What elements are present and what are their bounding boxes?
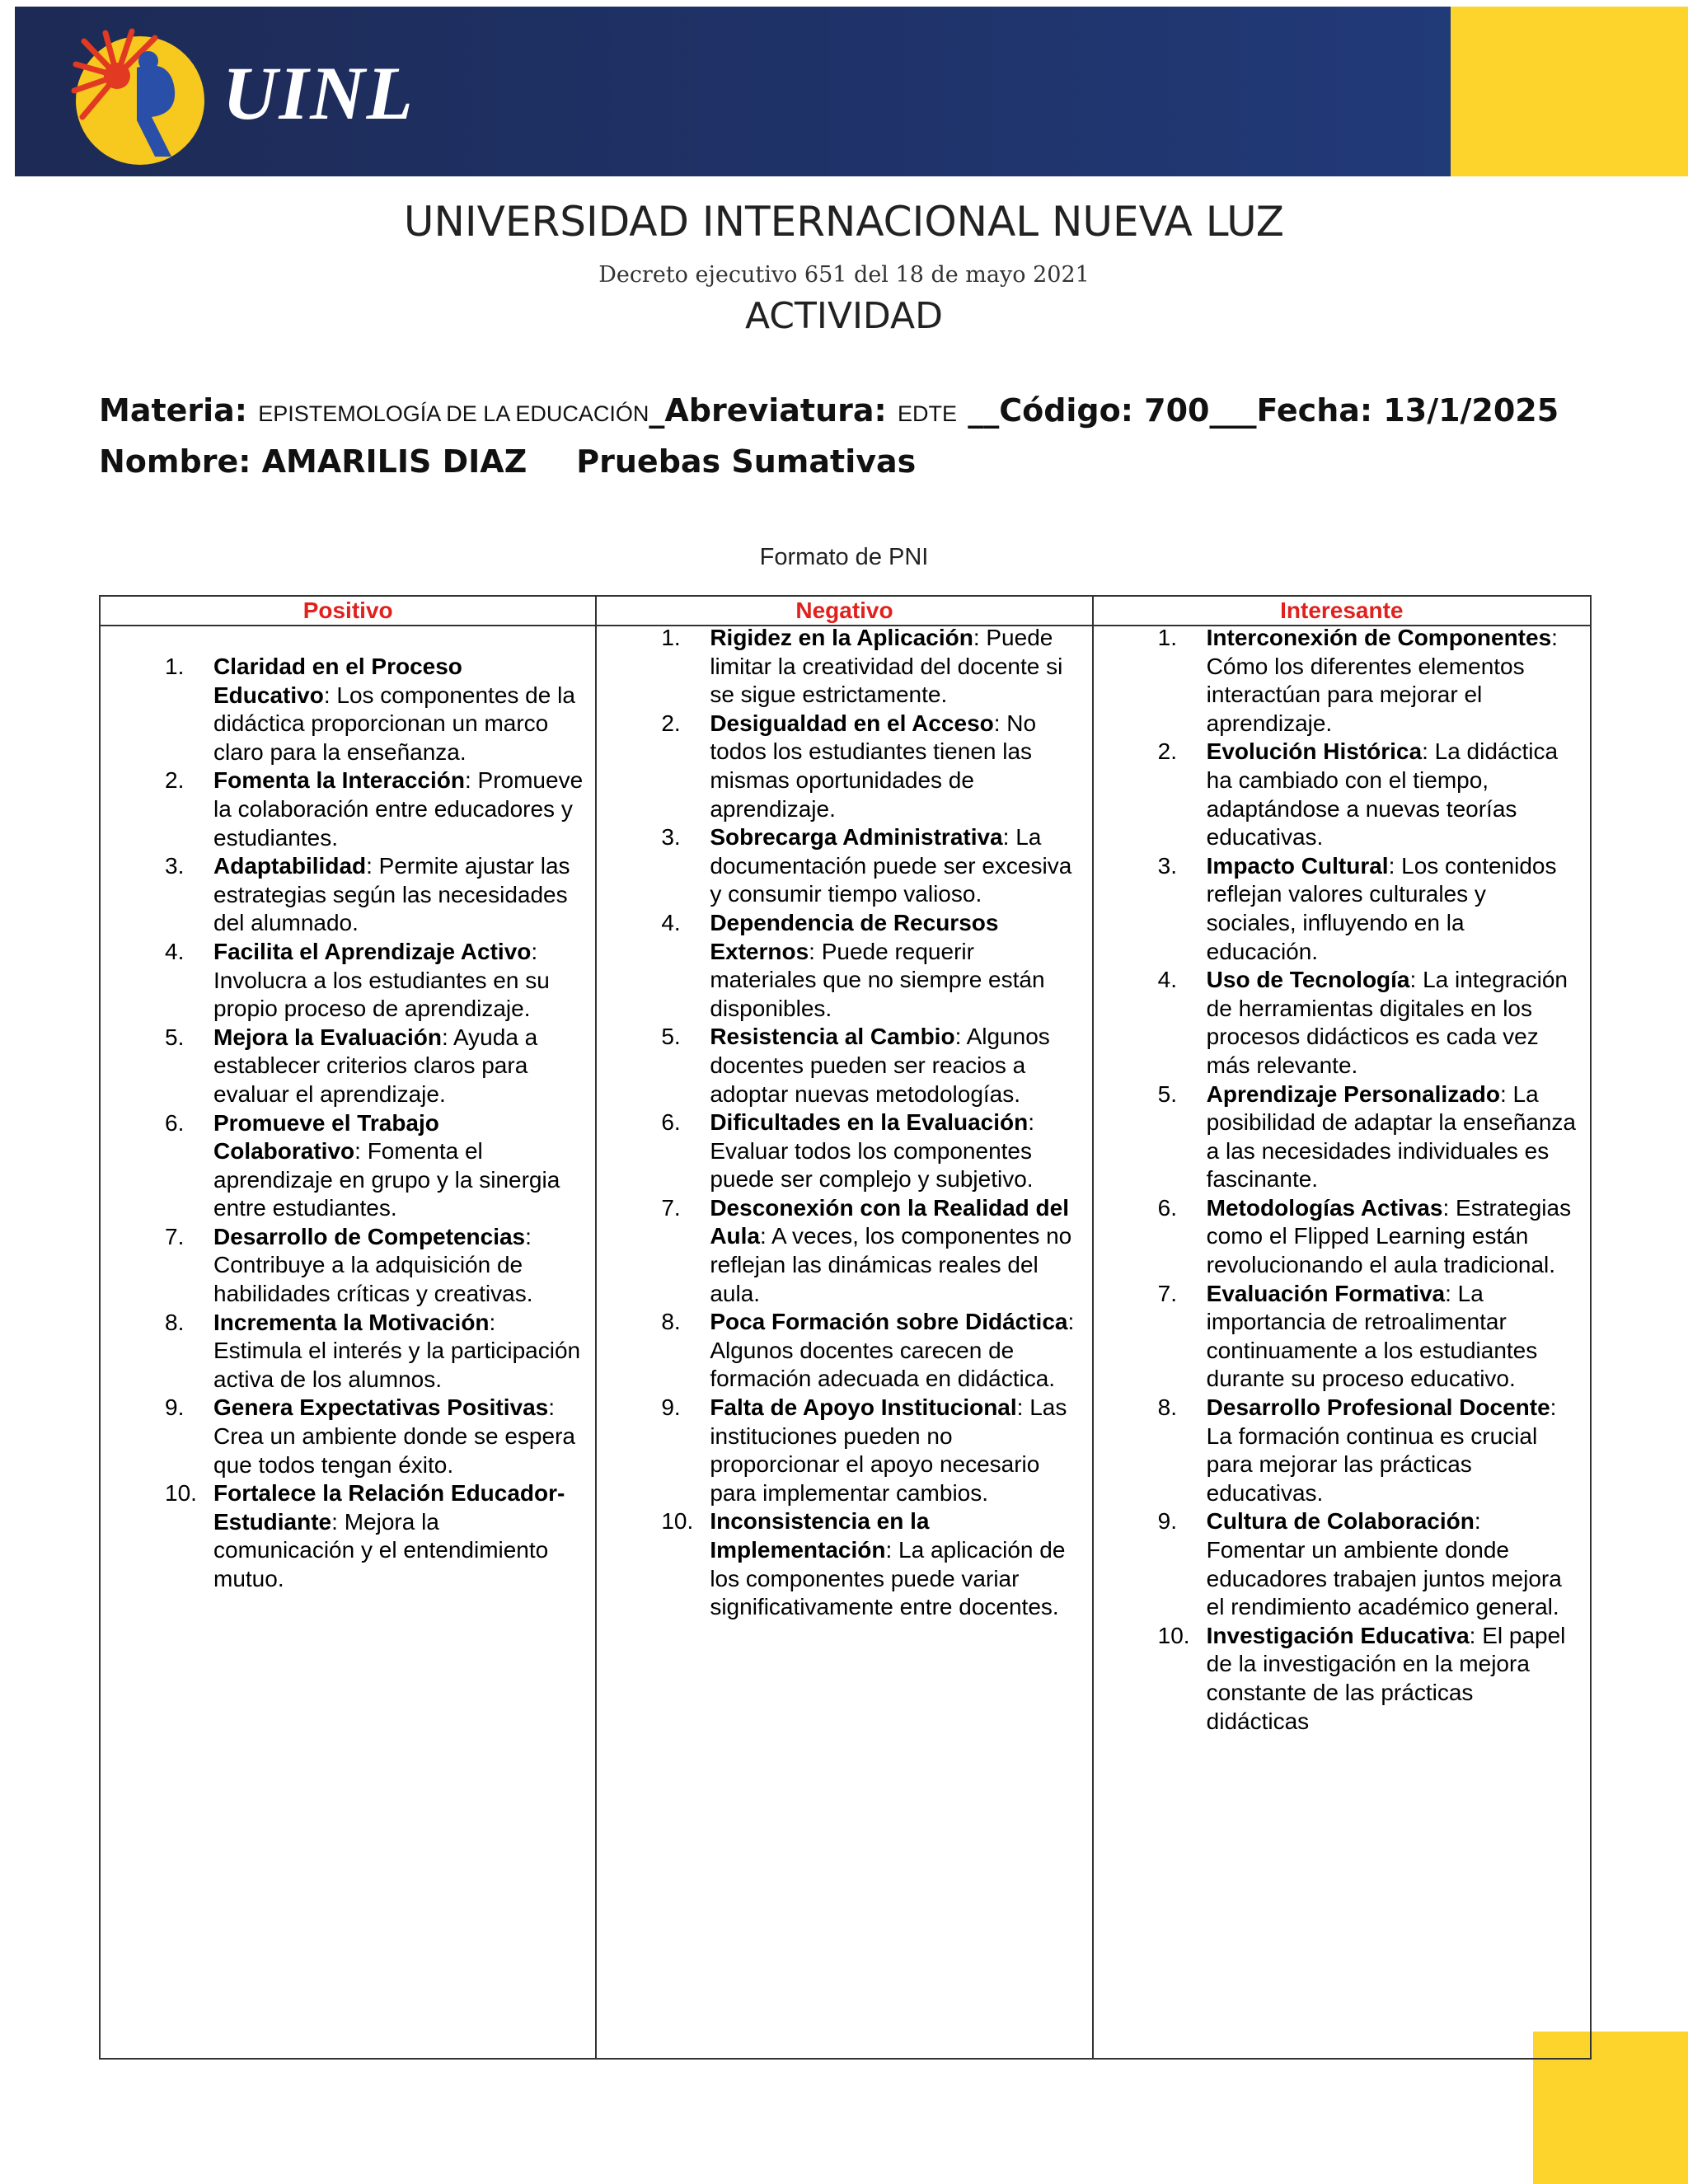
item-description: : Los componentes de la didáctica proporcionan un marco claro para la enseñanza. — [213, 682, 575, 765]
list-item — [1158, 738, 1578, 851]
item-number: 5. — [165, 1024, 185, 1050]
header-positivo: Positivo — [101, 597, 597, 626]
item-number: 7. — [165, 1223, 185, 1249]
abreviatura-label: _Abreviatura: — [649, 392, 898, 429]
item-description: : Estrategias como el Flipped Learning están revolucionando el aula tradicional. — [1206, 1194, 1572, 1278]
list-item — [165, 1479, 584, 1593]
accent-block-top — [1451, 7, 1688, 176]
header-negativo: Negativo — [597, 597, 1093, 626]
item-title: Desigualdad en el Acceso — [710, 710, 994, 736]
item-title: Fortalece la Relación Educador-Estudiante — [213, 1480, 565, 1535]
item-description: : Cómo los diferentes elementos interactúan para mejorar el aprendizaje. — [1206, 625, 1558, 736]
item-number: 7. — [1157, 1280, 1178, 1306]
list-item — [165, 766, 584, 852]
item-description: : Permite ajustar las estrategias según las necesidades del alumnado. — [213, 853, 570, 936]
list-item — [661, 1308, 1080, 1394]
item-number: 1. — [661, 625, 681, 650]
list-item — [1158, 1280, 1578, 1394]
materia-label: Materia: — [99, 392, 259, 429]
list-item — [661, 823, 1080, 909]
item-number: 9. — [165, 1394, 185, 1421]
item-title: Evolución Histórica — [1206, 738, 1423, 765]
materia-value: EPISTEMOLOGÍA DE LA EDUCACIÓN — [258, 401, 649, 426]
item-title: Incrementa la Motivación — [213, 1309, 490, 1335]
list-item — [1158, 1394, 1578, 1507]
logo-text: UINL — [223, 51, 415, 135]
column-negativo — [597, 626, 1093, 2058]
item-number: 5. — [1157, 1080, 1178, 1107]
item-title: Sobrecarga Administrativa — [710, 824, 1003, 851]
list-item — [1158, 1622, 1578, 1736]
item-number: 10. — [1157, 1622, 1190, 1648]
item-number: 3. — [165, 853, 185, 879]
item-description: : Las instituciones pueden no proporcionar el apoyo necesario para implementar cambios. — [710, 1394, 1067, 1506]
positivo-list — [165, 653, 584, 1594]
item-number: 2. — [165, 767, 185, 794]
item-number: 6. — [661, 1109, 681, 1136]
item-description: : No todos los estudiantes tienen las mismas oportunidades de aprendizaje. — [710, 710, 1037, 822]
item-title: Desarrollo de Competencias — [213, 1223, 526, 1249]
item-description: : Mejora la comunicación y el entendimiento mutuo. — [213, 1508, 549, 1591]
item-number: 8. — [165, 1309, 185, 1335]
list-item — [661, 1194, 1080, 1308]
item-number: 3. — [1157, 852, 1178, 879]
list-item — [661, 624, 1080, 710]
format-title: Formato de PNI — [759, 544, 929, 570]
subject-line — [99, 392, 1559, 429]
item-title: Claridad en el Proceso Educativo — [213, 654, 462, 708]
item-description: : Involucra a los estudiantes en su propio proceso de aprendizaje. — [213, 938, 550, 1022]
item-title: Metodologías Activas — [1206, 1194, 1443, 1221]
abreviatura-value: EDTE — [897, 401, 957, 426]
item-description: : Algunos docentes pueden ser reacios a adoptar nuevas metodologías. — [710, 1024, 1050, 1107]
item-title: Promueve el Trabajo Colaborativo — [213, 1109, 439, 1165]
item-number: 9. — [1157, 1508, 1178, 1535]
list-item — [661, 1394, 1080, 1507]
item-number: 8. — [1157, 1394, 1178, 1421]
list-item — [165, 653, 584, 766]
item-number: 1. — [165, 654, 185, 679]
item-number: 9. — [661, 1394, 681, 1421]
item-description: : La importancia de retroalimentar continuamente a los estudiantes durante su proceso educativo. — [1206, 1280, 1538, 1392]
item-number: 8. — [661, 1309, 681, 1335]
item-title: Genera Expectativas Positivas — [213, 1394, 549, 1421]
item-title: Desconexión con la Realidad del Aula — [710, 1194, 1070, 1249]
list-item — [165, 938, 584, 1024]
list-item — [661, 710, 1080, 823]
list-item — [1158, 1080, 1578, 1194]
item-description: : La integración de herramientas digitales en los procesos didácticos es cada vez más relevante. — [1206, 967, 1568, 1078]
item-number: 4. — [661, 909, 681, 935]
item-number: 7. — [661, 1194, 681, 1221]
list-item — [1158, 1194, 1578, 1280]
item-description: : Crea un ambiente donde se espera que todos tengan éxito. — [213, 1394, 575, 1478]
item-title: Investigación Educativa — [1206, 1622, 1470, 1648]
item-title: Desarrollo Profesional Docente — [1206, 1394, 1550, 1421]
list-item — [165, 1109, 584, 1223]
interesante-list — [1158, 624, 1578, 1736]
item-title: Poca Formación sobre Didáctica — [710, 1309, 1068, 1335]
item-title: Evaluación Formativa — [1206, 1280, 1446, 1306]
item-description: : Puede requerir materiales que no siempre están disponibles. — [710, 938, 1045, 1021]
item-description: : El papel de la investigación en la mejora constante de las prácticas didácticas — [1206, 1622, 1566, 1734]
list-item — [165, 1024, 584, 1109]
list-item — [661, 1507, 1080, 1621]
header-interesante: Interesante — [1094, 597, 1590, 626]
item-description: : Evaluar todos los componentes puede ser complejo y subjetivo. — [710, 1109, 1035, 1193]
list-item — [165, 852, 584, 938]
list-item — [1158, 852, 1578, 966]
list-item — [1158, 1507, 1578, 1621]
list-item — [165, 1223, 584, 1309]
item-description: : Fomenta el aprendizaje en grupo y la sinergia entre estudiantes. — [213, 1138, 560, 1221]
item-title: Facilita el Aprendizaje Activo — [213, 938, 532, 964]
item-description: : A veces, los componentes no reflejan las dinámicas reales del aula. — [710, 1223, 1072, 1306]
item-number: 10. — [165, 1480, 197, 1507]
evaluation-type: Pruebas Sumativas — [576, 443, 917, 480]
list-item — [661, 909, 1080, 1023]
student-name: Nombre: AMARILIS DIAZ — [99, 443, 528, 480]
item-number: 2. — [1157, 738, 1178, 765]
item-description: : Ayuda a establecer criterios claros para evaluar el aprendizaje. — [213, 1024, 538, 1107]
item-title: Falta de Apoyo Institucional — [710, 1394, 1017, 1421]
item-description: : La documentación puede ser excesiva y consumir tiempo valioso. — [710, 824, 1072, 907]
list-item — [1158, 966, 1578, 1080]
item-title: Resistencia al Cambio — [710, 1024, 955, 1050]
item-title: Impacto Cultural — [1206, 852, 1389, 879]
list-item — [165, 1309, 584, 1394]
column-interesante — [1094, 626, 1590, 2058]
item-description: : Fomentar un ambiente donde educadores trabajen juntos mejora el rendimiento académico general. — [1206, 1508, 1562, 1620]
uinl-logo-icon — [66, 25, 214, 173]
pni-table — [99, 595, 1592, 2060]
item-description: : La didáctica ha cambiado con el tiempo, adaptándose a nuevas teorías educativas. — [1206, 738, 1559, 851]
item-title: Dificultades en la Evaluación — [710, 1109, 1029, 1136]
activity-title: ACTIVIDAD — [744, 295, 944, 337]
item-description: : Contribuye a la adquisición de habilidades críticas y creativas. — [213, 1223, 533, 1307]
item-title: Aprendizaje Personalizado — [1206, 1080, 1500, 1107]
item-title: Dependencia de Recursos Externos — [710, 909, 999, 964]
item-title: Mejora la Evaluación — [213, 1024, 442, 1050]
item-description: : La posibilidad de adaptar la enseñanza a las necesidades individuales es fascinante. — [1206, 1080, 1576, 1193]
name-line — [99, 443, 916, 480]
item-number: 6. — [165, 1109, 185, 1136]
item-number: 1. — [1157, 625, 1178, 650]
item-number: 6. — [1157, 1194, 1178, 1221]
item-number: 4. — [1157, 967, 1178, 993]
column-positivo — [101, 626, 597, 2058]
item-number: 4. — [165, 938, 185, 964]
list-item — [661, 1108, 1080, 1194]
item-description: : Promueve la colaboración entre educadores y estudiantes. — [213, 767, 584, 851]
header-banner — [15, 7, 1451, 176]
codigo-fecha: __Código: 700___Fecha: 13/1/2025 — [956, 392, 1559, 429]
item-description: : Los contenidos reflejan valores culturales y sociales, influyendo en la educación. — [1206, 852, 1557, 964]
item-description: : Puede limitar la creatividad del docente si se sigue estrictamente. — [710, 625, 1063, 708]
list-item — [661, 1023, 1080, 1108]
list-item — [1158, 624, 1578, 738]
item-description: : La formación continua es crucial para mejorar las prácticas educativas. — [1206, 1394, 1557, 1506]
decree-line: Decreto ejecutivo 651 del 18 de mayo 2021 — [598, 262, 1090, 288]
item-title: Inconsistencia en la Implementación — [710, 1508, 930, 1563]
item-title: Adaptabilidad — [213, 853, 367, 879]
item-description: : Estimula el interés y la participación activa de los alumnos. — [213, 1309, 581, 1392]
list-item — [165, 1394, 584, 1479]
item-number: 10. — [661, 1508, 694, 1535]
item-number: 5. — [661, 1024, 681, 1050]
item-title: Rigidez en la Aplicación — [710, 625, 973, 650]
item-description: : La aplicación de los componentes puede variar significativamente entre docentes. — [710, 1537, 1066, 1620]
item-title: Uso de Tecnología — [1206, 967, 1410, 993]
item-title: Cultura de Colaboración — [1206, 1508, 1475, 1535]
item-title: Fomenta la Interacción — [213, 767, 465, 794]
item-title: Interconexión de Componentes — [1206, 625, 1552, 650]
item-number: 2. — [661, 710, 681, 736]
item-description: : Algunos docentes carecen de formación adecuada en didáctica. — [710, 1309, 1075, 1392]
negativo-list — [661, 624, 1080, 1622]
item-number: 3. — [661, 824, 681, 851]
university-title: UNIVERSIDAD INTERNACIONAL NUEVA LUZ — [403, 198, 1285, 246]
